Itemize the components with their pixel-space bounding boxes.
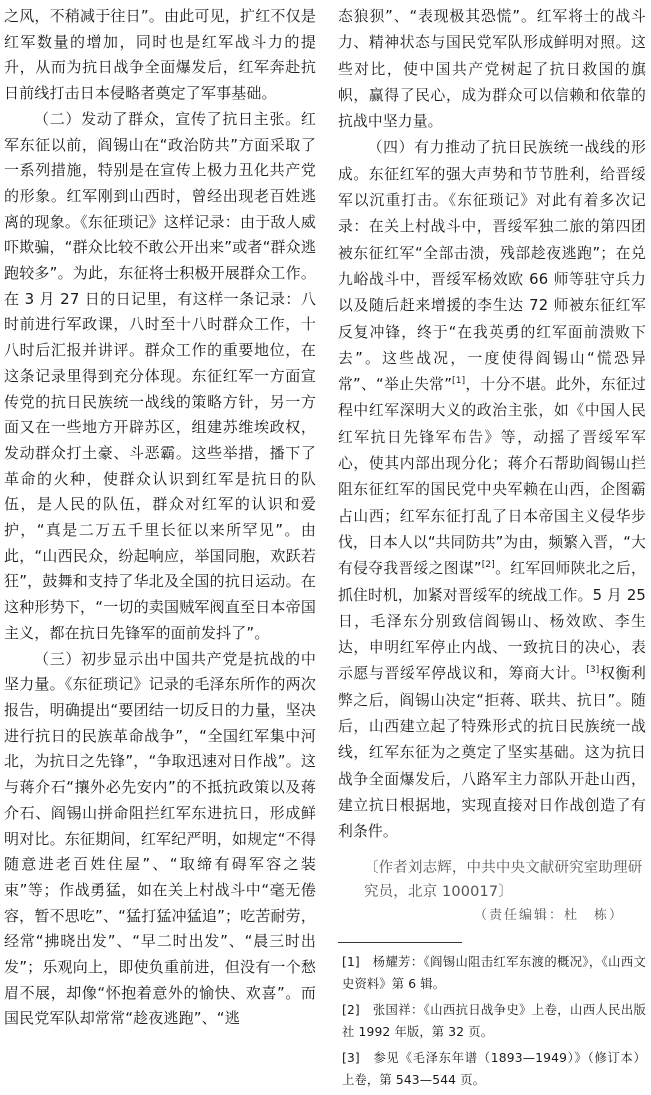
footnote-ref-2[interactable]: [2]: [481, 560, 495, 571]
left-column: [4, 4, 316, 1032]
paragraph-section-2: （二）发动了群众，宣传了抗日主张。红军东征以前，阎锡山在“政治防共”方面采取了一系列措施，特别是在宣传上极力丑化共产党的形象。红军刚到山西时，曾经出现老百姓逃离的现象。《东征琐记》这样记录：由于敌人威吓欺骗，“群众比较不敢公开出来”或者“群众逃跑较多”。为此，东征将士积极开展群众工作。在 3 月 27 日的日记里，有这样一条记录：八时前进行军政课，八时至十八时群众工作，十八时后汇报并讲评。群众工作的重要地位，在这条记录里得到充分体现。东征红军一方面宣传党的抗日民族统一战线的策略方针，另一方面又在一些地方开辟苏区，组建苏维埃政权，发动群众打土豪、斗恶霸。这些举措，播下了革命的火种，使群众认识到红军是抗日的队伍，是人民的队伍，群众对红军的认识和爱护，“真是二万五千里长征以来所罕见”。由此，“山西民众，纷起响应，举国同胞，欢跃若狂”，鼓舞和支持了华北及全国的抗日运动。在这种形势下，“一切的卖国贼军阀直至日本帝国主义，都在抗日先锋军的面前发抖了”。: [4, 109, 316, 642]
section-4-text-b: ，十分不堪。此外，东征过程中红军深明大义的政治主张，如《中国人民红军抗日先锋军布告》等，动摇了晋绥军军心，使其内部出现分化；蒋介石帮助阎锡山拦阻东征红军的国民党中央军赖在山西，企图霸占山西；红军东征打乱了日本帝国主义侵华步伐，日本人以“共同防共”为由，频繁入晋，“大有侵夺我晋绥之图谋”: [338, 376, 646, 578]
footnote-ref-3[interactable]: [3]: [586, 665, 600, 676]
footnote-2: [2] 张国祥：《山西抗日战争史》上卷，山西人民出版社 1992 年版，第 32 页。: [342, 1002, 646, 1039]
right-column: [338, 4, 646, 1095]
paragraph-section-4: [338, 135, 646, 845]
footnote-1: [1] 杨耀芳：《阎锡山阻击红军东渡的概况》，《山西文史资料》第 6 辑。: [342, 954, 646, 991]
footnote-ref-1[interactable]: [1]: [452, 376, 466, 387]
footnote-divider: [338, 942, 462, 943]
responsible-editor: （责任编辑：杜 栋）: [473, 907, 624, 923]
paragraph-continuation: 之风，不稍减于往日”。由此可见，扩红不仅是红军数量的增加，同时也是红军战斗力的提升，从而为抗日战争全面爆发后，红军奔赴抗日前线打击日本侵略者奠定了军事基础。: [4, 7, 316, 103]
footnote-3: [3] 参见《毛泽东年谱（1893—1949）》（修订本）上卷，第 543—544 页。: [342, 1050, 646, 1087]
paragraph-section-3-end: 态狼狈”、“表现极其恐慌”。红军将士的战斗力、精神状态与国民党军队形成鲜明对照。这些对比，使中国共产党树起了抗日救国的旗帜，赢得了民心，成为群众可以信赖和依靠的抗战中坚力量。: [338, 8, 646, 131]
author-info: 〔作者刘志辉，中共中央文献研究室助理研究员，北京 100017〕: [364, 859, 643, 900]
section-4-text-c: 。红军回师陕北之后，抓住时机，加紧对晋绥军的统战工作。5 月 25 日，毛泽东分别致信阎锡山、杨效欧、李生达，申明红军停止内战、一致抗日的决心，表示愿与晋绥军停战议和，筹商大计。: [338, 560, 646, 683]
section-4-text-d: 权衡利弊之后，阎锡山决定“拒蒋、联共、抗日”。随后，山西建立起了特殊形式的抗日民族统一战线，红军东征为之奠定了坚实基础。这为抗日战争全面爆发后，八路军主力部队开赴山西，建立抗日根据地，实现直接对日作战创造了有利条件。: [338, 665, 646, 841]
paragraph-section-3: （三）初步显示出中国共产党是抗战的中坚力量。《东征琐记》记录的毛泽东所作的两次报告，明确提出“要团结一切反日的力量，坚决进行抗日的民族革命战争”，“全国红军集中河北，为抗日之先锋”，“争取迅速对日作战”。这与蒋介石“攘外必先安内”的不抵抗政策以及蒋介石、阎锡山拼命阻拦红军东进抗日，形成鲜明对比。东征期间，红军纪严明，如规定“不得随意进老百姓住屋”、“取缔有碍军容之装束”等；作战勇猛，如在关上村战斗中“毫无倦容，暂不思吃”、“猛打猛冲猛追”；吃苦耐劳，经常“拂晓出发”、“早二时出发”、“晨三时出发”；乐观向上，即使负重前进，但没有一个愁眉不展，却像“怀抱着意外的愉快、欢喜”。而国民党军队却常常“趁夜逃跑”、“逃: [4, 649, 316, 1028]
section-4-text-a: （四）有力推动了抗日民族统一战线的形成。东征红军的强大声势和节节胜利，给晋绥军以沉重打击。《东征琐记》对此有着多次记录：在关上村战斗中，晋绥军独二旅的第四团被东征红军“全部击溃，残部趁夜逃跑”；在兑九峪战斗中，晋绥军杨效欧 66 师等驻守兵力以及随后赶来增援的李生达 72 师被东征红军反复冲锋，终于“在我英勇的红军面前溃败下去”。这些战况，一度使得阎锡山“慌恐异常”、“举止失常”: [338, 139, 646, 394]
